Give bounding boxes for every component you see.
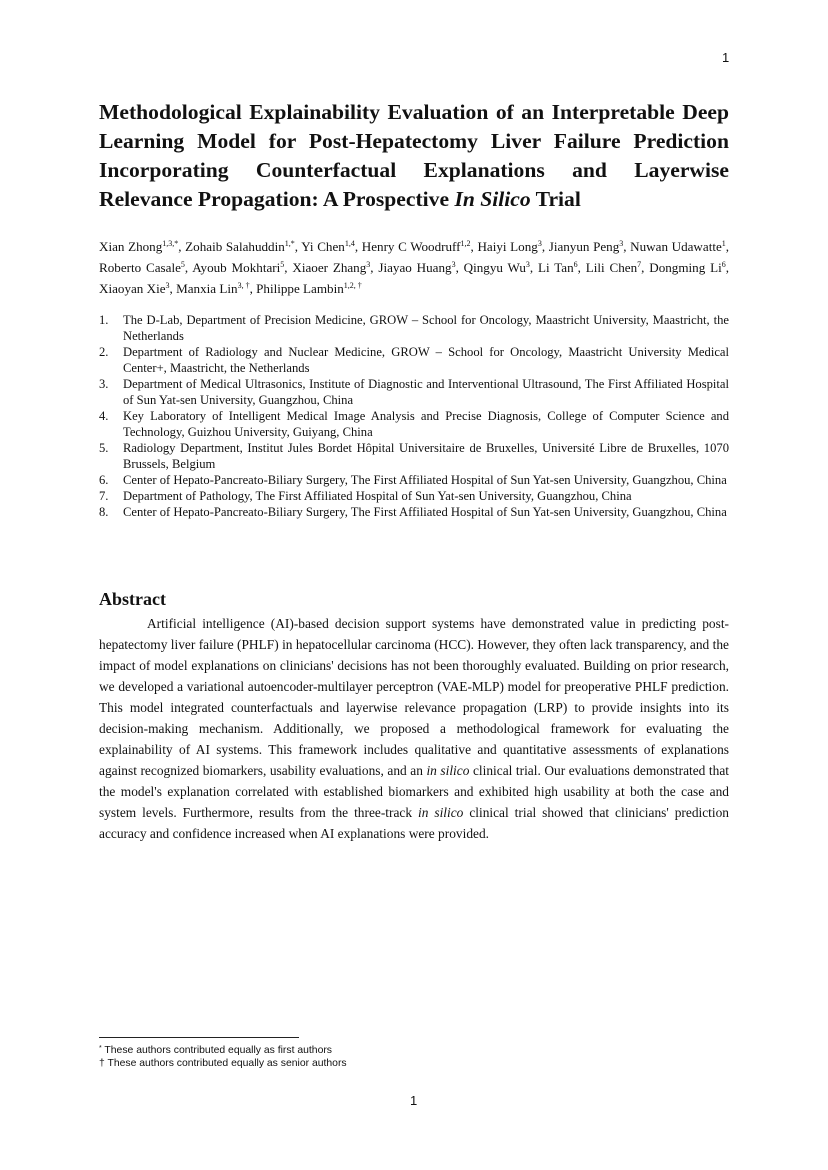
abstract-text: clinical trial. Our evaluations demonstrated that the model's explanation correlated with established biomarkers and exhibited high usability at both the case and system levels. Furthermore, results from the three-track bbox=[99, 763, 729, 820]
author-affiliation-marks: 1,3,* bbox=[162, 239, 179, 248]
affiliation-item bbox=[99, 376, 729, 408]
title-text-end: Trial bbox=[530, 187, 581, 211]
author-name: Henry C Woodruff bbox=[361, 239, 461, 254]
page-number-bottom: 1 bbox=[410, 1093, 418, 1108]
affiliation-text: Center of Hepato-Pancreato-Biliary Surgery, The First Affiliated Hospital of Sun Yat-sen University, Guangzhou, China bbox=[123, 505, 727, 519]
abstract-italic: in silico bbox=[418, 805, 464, 820]
abstract-text: clinical trial showed that clinicians' prediction accuracy and confidence increased when AI explanations were provided. bbox=[99, 805, 730, 841]
affiliation-number: 4. bbox=[99, 409, 109, 423]
affiliation-item bbox=[99, 344, 729, 376]
affiliation-item bbox=[99, 408, 729, 440]
affiliation-number: 3. bbox=[99, 377, 109, 391]
footnote-text: These authors contributed equally as senior authors bbox=[104, 1058, 347, 1069]
abstract-text: Artificial intelligence (AI)-based decision support systems have demonstrated value in predicting post-hepatectomy liver failure (PHLF) in hepatocellular carcinoma (HCC). However, they often lack transparency, and the impact of model explanations on clinicians' decisions has not been thoroughly evaluated. Building on prior research, we developed a variational autoencoder-multilayer perceptron (VAE-MLP) model for preoperative PHLF prediction. This model integrated counterfactuals and layerwise relevance propagation (LRP) to provide insights into its decision-making mechanism. Additionally, we proposed a methodological framework for evaluating the explainability of AI systems. This framework includes qualitative and quantitative assessments of explanations against recognized biomarkers, usability evaluations, and an bbox=[99, 616, 729, 778]
author-name: Dongming Li bbox=[649, 260, 722, 275]
author-name: Haiyi Long bbox=[477, 239, 538, 254]
author-name: Roberto Casale bbox=[99, 260, 181, 275]
author-name: Yi Chen bbox=[301, 239, 345, 254]
footnotes bbox=[99, 1044, 347, 1070]
author-affiliation-marks: 1,4 bbox=[344, 239, 355, 248]
affiliation-text: Radiology Department, Institut Jules Bordet Hôpital Universitaire de Bruxelles, Université Libre de Bruxelles, 1070 Brussels, Belgium bbox=[123, 441, 729, 471]
author bbox=[464, 260, 530, 275]
title-text: Methodological Explainability Evaluation of an Interpretable Deep Learning Model for Post-Hepatectomy Liver Failure Prediction Incorporating Counterfactual Explanations and Layerwise Relevance Propagation: A Prospective bbox=[99, 100, 729, 211]
affiliation-text: Department of Radiology and Nuclear Medicine, GROW – School for Oncology, Maastricht University Medical Center+, Maastricht, the Netherlands bbox=[123, 345, 729, 375]
author-affiliation-marks: 3 bbox=[366, 260, 371, 269]
author-list: Xian Zhong$^{1,3,*}$, Zohaib Salahuddin$^{1,*}$, Yi Chen$^{1,4}$, Henry C Woodruff$^{1,2}$, Haiyi Long$^3$, Jianyun Peng$^3$, Nuwan Udawatte$^1$, Roberto Casale$^5$, Ayoub Mokhtari$^5$, Xiaoer Zhang$^3$, Jiayao Huang$^3$, Qingyu Wu$^3$, Li Tan$^6$, Lili Chen$^7$, Dongming Li$^6$, Xiaoyan Xie$^3$, Manxia Lin$^{3, \dagger}$, Philippe Lambin$^{1,2, \dagger}$ bbox=[99, 239, 730, 296]
footnote-text: These authors contributed equally as first authors bbox=[101, 1045, 332, 1056]
author-affiliation-marks: 3 bbox=[619, 239, 624, 248]
author-affiliation-marks: 1,* bbox=[284, 239, 295, 248]
author bbox=[292, 260, 370, 275]
author bbox=[185, 239, 295, 254]
author bbox=[192, 260, 284, 275]
author-affiliation-marks: 3 bbox=[165, 281, 170, 290]
author bbox=[256, 281, 362, 296]
author-affiliation-marks: 3 bbox=[537, 239, 542, 248]
affiliation-text: Department of Medical Ultrasonics, Institute of Diagnostic and Interventional Ultrasound, The First Affiliated Hospital of Sun Yat-sen University, Guangzhou, China bbox=[123, 377, 729, 407]
author-name: Manxia Lin bbox=[176, 281, 238, 296]
author bbox=[549, 239, 624, 254]
author-name: Qingyu Wu bbox=[463, 260, 526, 275]
author bbox=[477, 239, 541, 254]
author-name: Xiaoyan Xie bbox=[99, 281, 166, 296]
author bbox=[176, 281, 249, 296]
author-name: Jiayao Huang bbox=[378, 260, 452, 275]
author bbox=[538, 260, 578, 275]
abstract-italic: in silico bbox=[426, 763, 470, 778]
footnote-divider bbox=[99, 1037, 299, 1038]
author-name: Philippe Lambin bbox=[256, 281, 344, 296]
abstract-heading: Abstract bbox=[99, 589, 166, 609]
footnote-mark: † bbox=[99, 1058, 105, 1069]
affiliation-item bbox=[99, 504, 729, 520]
footnote-first-authors bbox=[99, 1044, 347, 1057]
author-affiliation-marks: 3 bbox=[525, 260, 530, 269]
affiliation-number: 5. bbox=[99, 441, 109, 455]
affiliation-number: 2. bbox=[99, 345, 109, 359]
paper-title bbox=[99, 98, 729, 214]
affiliation-text: Key Laboratory of Intelligent Medical Image Analysis and Precise Diagnosis, College of Computer Science and Technology, Guizhou University, Guiyang, China bbox=[123, 409, 729, 439]
author bbox=[301, 239, 355, 254]
author-name: Nuwan Udawatte bbox=[630, 239, 722, 254]
footnote-senior-authors bbox=[99, 1057, 347, 1070]
author-affiliation-marks: 6 bbox=[573, 260, 578, 269]
author-name: Li Tan bbox=[538, 260, 574, 275]
author-name: Zohaib Salahuddin bbox=[185, 239, 285, 254]
author-affiliation-marks: 1,2 bbox=[460, 239, 471, 248]
author bbox=[586, 260, 641, 275]
affiliation-item bbox=[99, 312, 729, 344]
author bbox=[649, 260, 725, 275]
affiliation-item bbox=[99, 440, 729, 472]
author-affiliation-marks: 5 bbox=[280, 260, 285, 269]
author-affiliation-marks: 1 bbox=[721, 239, 726, 248]
affiliation-number: 8. bbox=[99, 505, 109, 519]
author-name: Lili Chen bbox=[585, 260, 638, 275]
author-name: Jianyun Peng bbox=[548, 239, 620, 254]
author bbox=[378, 260, 455, 275]
affiliation-text: Center of Hepato-Pancreato-Biliary Surgery, The First Affiliated Hospital of Sun Yat-sen University, Guangzhou, China bbox=[123, 473, 727, 487]
author bbox=[362, 239, 471, 254]
author-affiliation-marks: 5 bbox=[180, 260, 185, 269]
author bbox=[99, 281, 170, 296]
author bbox=[99, 239, 178, 254]
affiliation-number: 1. bbox=[99, 313, 109, 327]
author-affiliation-marks: 7 bbox=[637, 260, 642, 269]
affiliation-list bbox=[99, 312, 729, 520]
author-affiliation-marks: 3, † bbox=[237, 281, 250, 290]
author-name: Xiaoer Zhang bbox=[292, 260, 367, 275]
author bbox=[630, 239, 726, 254]
page-number-top: 1 bbox=[722, 50, 730, 65]
author bbox=[99, 260, 185, 275]
author-name: Ayoub Mokhtari bbox=[192, 260, 281, 275]
affiliation-number: 7. bbox=[99, 489, 109, 503]
footnote-mark: * bbox=[99, 1045, 102, 1052]
author-affiliation-marks: 1,2, † bbox=[343, 281, 362, 290]
affiliation-text: Department of Pathology, The First Affiliated Hospital of Sun Yat-sen University, Guangzhou, China bbox=[123, 489, 632, 503]
title-italic: In Silico bbox=[454, 187, 531, 211]
author-affiliation-marks: 6 bbox=[721, 260, 726, 269]
affiliation-item bbox=[99, 488, 729, 504]
affiliation-text: The D-Lab, Department of Precision Medicine, GROW – School for Oncology, Maastricht University, Maastricht, the Netherlands bbox=[123, 313, 729, 343]
author-name: Xian Zhong bbox=[99, 239, 163, 254]
affiliation-number: 6. bbox=[99, 473, 109, 487]
affiliation-item bbox=[99, 472, 729, 488]
abstract-body bbox=[99, 613, 729, 844]
author-affiliation-marks: 3 bbox=[451, 260, 456, 269]
